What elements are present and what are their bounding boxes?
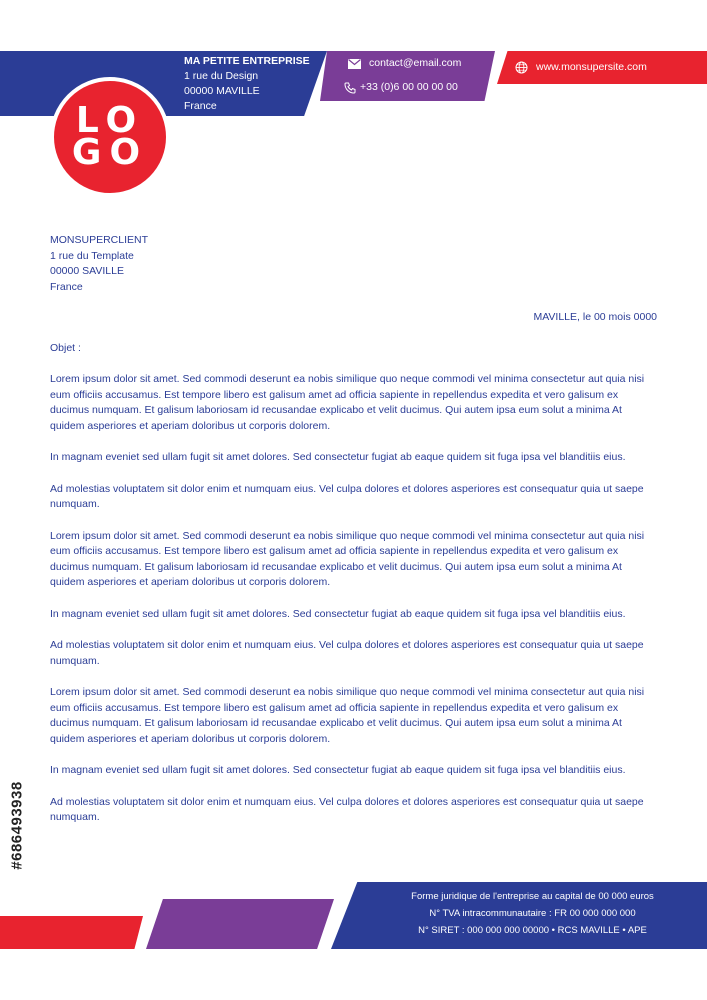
company-address1: 1 rue du Design <box>184 70 259 82</box>
letter-body <box>50 372 658 842</box>
phone-icon <box>344 82 356 94</box>
client-address1: 1 rue du Template <box>50 249 134 262</box>
paragraph: Lorem ipsum dolor sit amet. Sed commodi deserunt ea nobis similique quo neque commodi vel minima consectetur aut quia nisi eum officiis accusamus. Est tempore libero est galisum amet ad officia sapiente in repellendus expedita et vero galisum ex ducimus numquam. Et galisum laboriosam id recusandae explicabo et velit ducimus. Qui autem ipsa eum solut a minima At quidem asperiores et aperiam doloribus ut corporis dolorem. <box>50 686 645 745</box>
client-country: France <box>50 280 83 293</box>
email-row[interactable] <box>348 56 461 71</box>
client-name: MONSUPERCLIENT <box>50 234 149 246</box>
stock-id: #686493938 <box>8 781 26 870</box>
footer-line3: N° SIRET : 000 000 000 00000 • RCS MAVILLE • APE <box>418 925 647 936</box>
footer-red-band <box>0 916 143 949</box>
website-row[interactable] <box>515 60 647 75</box>
website-text: www.monsupersite.com <box>536 61 647 73</box>
footer-legal <box>380 888 685 939</box>
footer-purple-band <box>146 899 334 949</box>
paragraph: Ad molestias voluptatem sit dolor enim et numquam eius. Vel culpa dolores et dolores asperiores est consequatur quia ut saepe numquam. <box>50 795 644 823</box>
paragraph: In magnam eveniet sed ullam fugit sit amet dolores. Sed consectetur fugiat ab eaque quidem sit fuga ipsa vel blanditiis eius. <box>50 451 626 463</box>
client-address2: 00000 SAVILLE <box>50 265 124 277</box>
logo-line2: GO <box>71 132 149 173</box>
paragraph: Lorem ipsum dolor sit amet. Sed commodi deserunt ea nobis similique quo neque commodi vel minima consectetur aut quia nisi eum officiis accusamus. Est tempore libero est galisum amet ad officia sapiente in repellendus expedita et vero galisum ex ducimus numquam. Et galisum laboriosam id recusandae explicabo et velit ducimus. Qui autem ipsa eum solut a minima At quidem asperiores et aperiam doloribus ut corporis dolorem. <box>50 373 645 432</box>
paragraph: Lorem ipsum dolor sit amet. Sed commodi deserunt ea nobis similique quo neque commodi vel minima consectetur aut quia nisi eum officiis accusamus. Est tempore libero est galisum amet ad officia sapiente in repellendus expedita et vero galisum ex ducimus numquam. Et galisum laboriosam id recusandae explicabo et velit ducimus. Qui autem ipsa eum solut a minima At quidem asperiores et aperiam doloribus ut corporis dolorem. <box>50 529 645 588</box>
email-text: contact@email.com <box>369 57 462 69</box>
footer-line2: N° TVA intracommunautaire : FR 00 000 000 000 <box>429 908 636 919</box>
phone-row[interactable] <box>344 80 458 95</box>
company-logo <box>50 77 170 197</box>
subject-line: Objet : <box>50 342 81 354</box>
logo-line1: LO <box>75 100 145 141</box>
footer-line1: Forme juridique de l'entreprise au capital de 00 000 euros <box>411 891 654 902</box>
paragraph: Ad molestias voluptatem sit dolor enim et numquam eius. Vel culpa dolores et dolores asperiores est consequatur quia ut saepe numquam. <box>50 482 644 510</box>
company-name: MA PETITE ENTREPRISE <box>184 55 310 67</box>
company-country: France <box>184 100 217 112</box>
paragraph: In magnam eveniet sed ullam fugit sit amet dolores. Sed consectetur fugiat ab eaque quidem sit fuga ipsa vel blanditiis eius. <box>50 764 626 776</box>
globe-icon <box>515 61 528 74</box>
date-line: MAVILLE, le 00 mois 0000 <box>533 311 657 323</box>
phone-text: +33 (0)6 00 00 00 00 <box>360 81 458 93</box>
company-address2: 00000 MAVILLE <box>184 85 260 97</box>
paragraph: Ad molestias voluptatem sit dolor enim et numquam eius. Vel culpa dolores et dolores asperiores est consequatur quia ut saepe numquam. <box>50 639 644 667</box>
envelope-icon <box>348 59 361 69</box>
client-block <box>50 233 148 295</box>
paragraph: In magnam eveniet sed ullam fugit sit amet dolores. Sed consectetur fugiat ab eaque quidem sit fuga ipsa vel blanditiis eius. <box>50 607 626 620</box>
company-block <box>184 54 310 114</box>
